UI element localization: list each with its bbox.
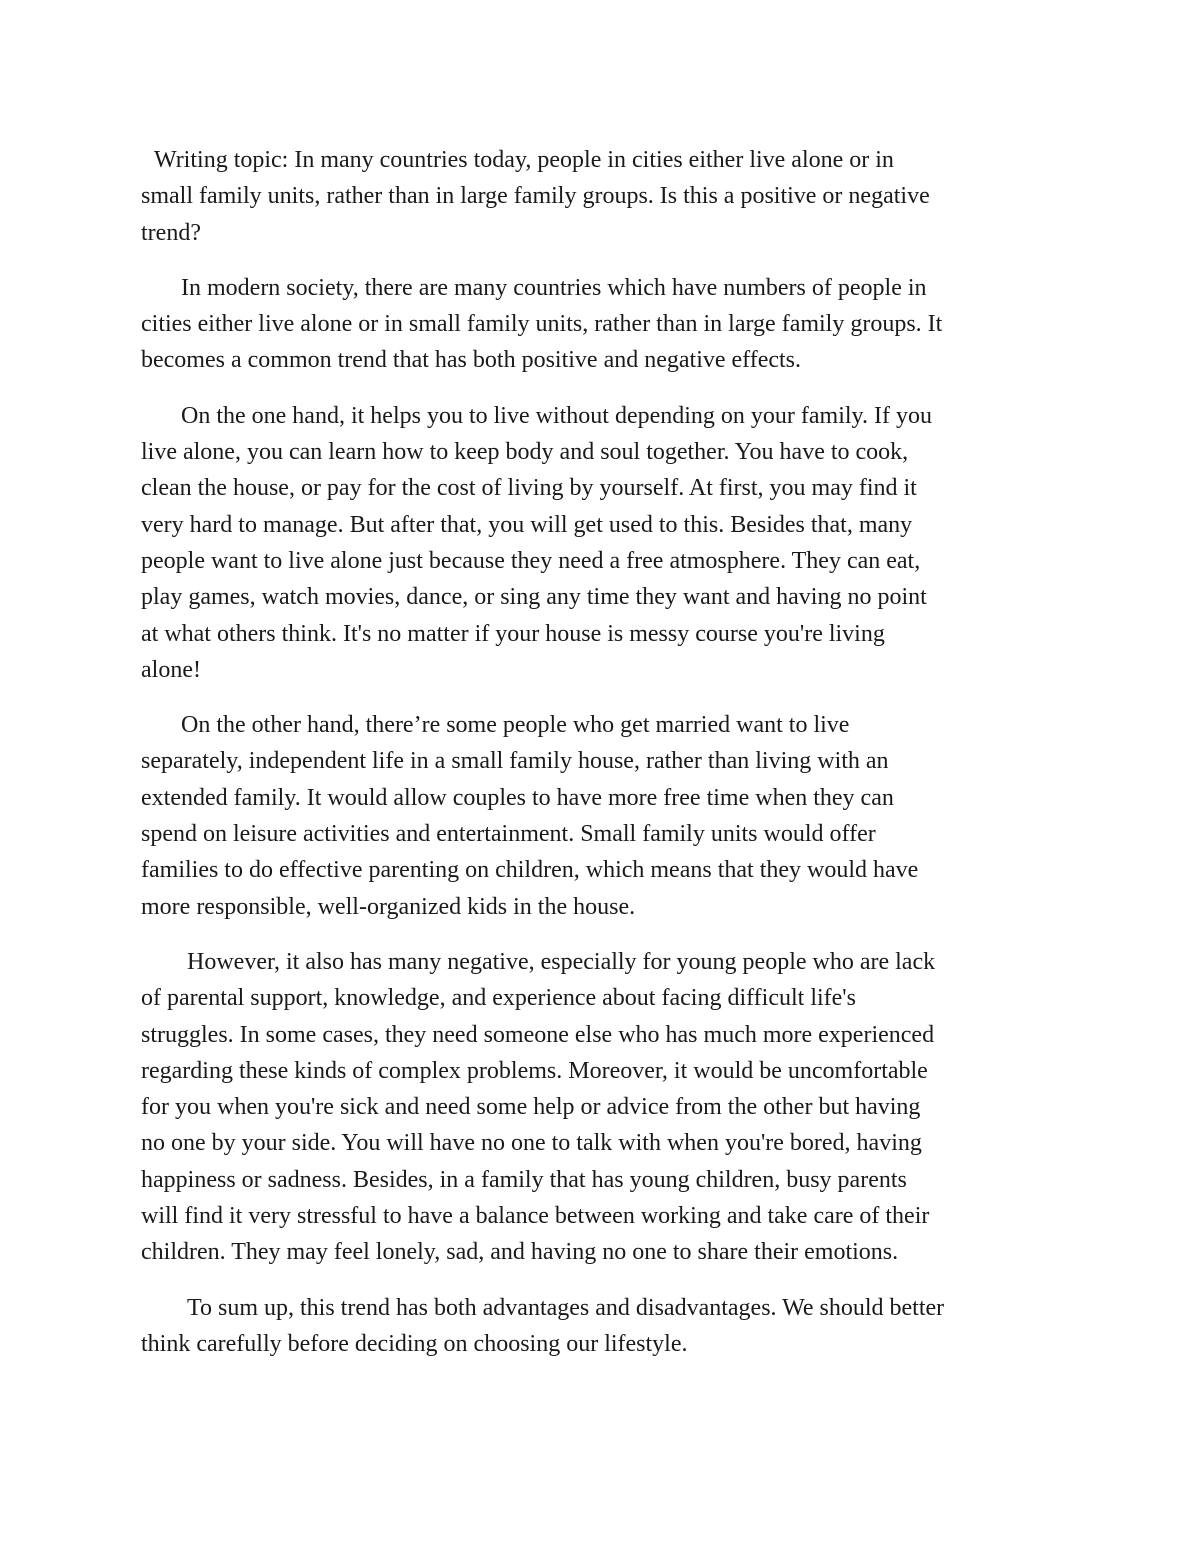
paragraph-conclusion: To sum up, this trend has both advantages and disadvantages. We should better think carefully before deciding on choosing our lifestyle.: [141, 1294, 945, 1357]
paragraph-living-alone: On the one hand, it helps you to live without depending on your family. If you live alone, you can learn how to keep body and soul together. You have to cook, clean the house, or pay for the cost of living by yourself. At first, you may find it very hard to manage. But after that, you will get used to this. Besides that, many people want to live alone just because they need a free atmosphere. They can eat, play games, watch movies, dance, or sing any time they want and having no point at what others think. It's no matter if your house is messy course you're living alone!: [141, 402, 932, 683]
paragraph-small-family: On the other hand, there’re some people who get married want to live separately, independent life in a small family house, rather than living with an extended family. It would allow couples to have more free time when they can spend on leisure activities and entertainment. Small family units would offer families to do effective parenting on children, which means that they would have more responsible, well-organized kids in the house.: [141, 712, 919, 920]
writing-topic: Writing topic: In many countries today, people in cities either live alone or in small family units, rather than in large family groups. Is this a positive or negative trend?: [141, 147, 930, 246]
paragraph-introduction: In modern society, there are many countries which have numbers of people in cities either live alone or in small family units, rather than in large family groups. It becomes a common trend that has both positive and negative effects.: [141, 274, 943, 374]
paragraph-negatives: However, it also has many negative, especially for young people who are lack of parental support, knowledge, and experience about facing difficult life's struggles. In some cases, they need someone else who has much more experienced regarding these kinds of complex problems. Moreover, it would be uncomfortable for you when you're sick and need some help or advice from the other but having no one by your side. You will have no one to talk with when you're bored, having happiness or sadness. Besides, in a family that has young children, busy parents will find it very stressful to have a balance between working and take care of their children. They may feel lonely, sad, and having no one to share their emotions.: [141, 948, 936, 1266]
